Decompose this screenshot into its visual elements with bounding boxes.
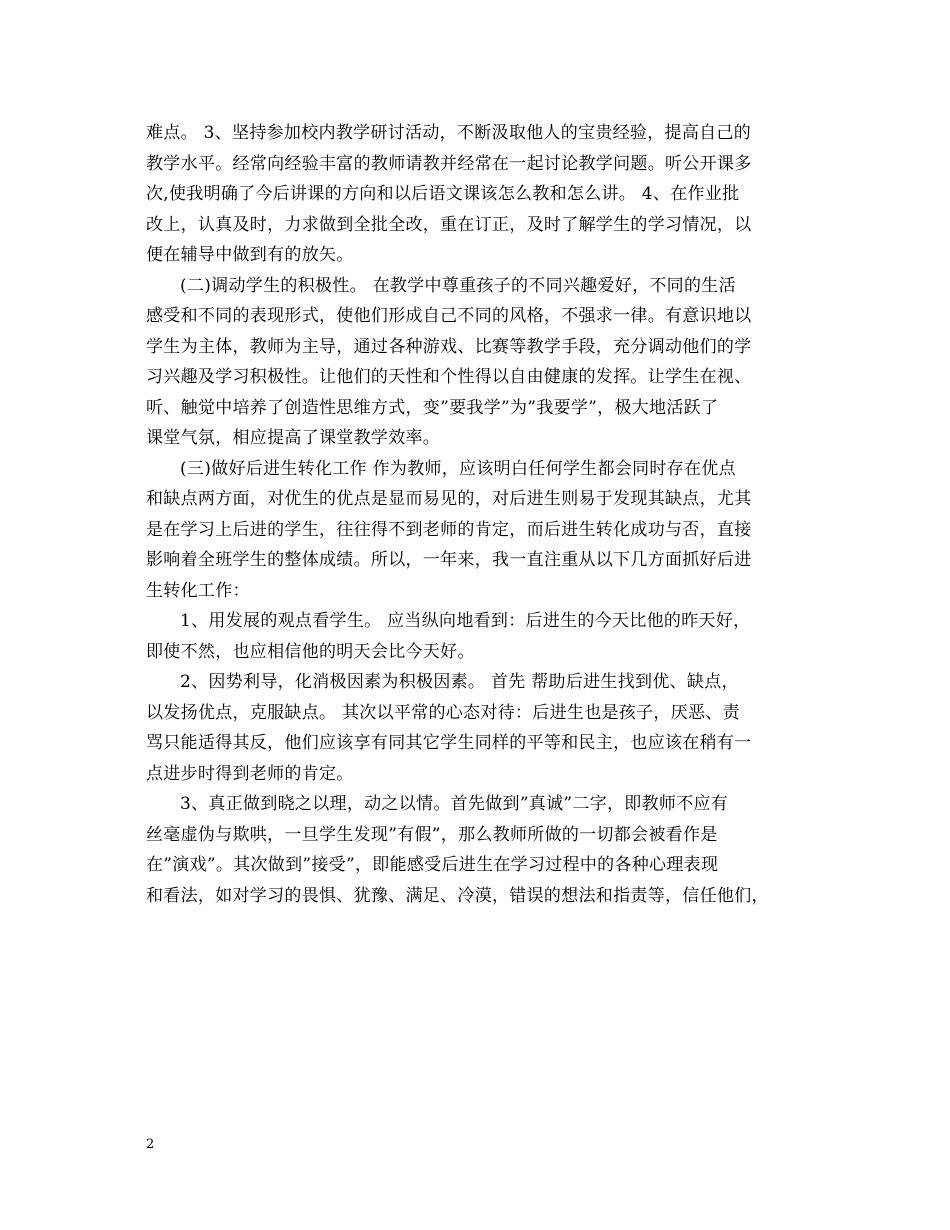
text-line: 便在辅导中做到有的放矢。 (146, 245, 354, 265)
text-line: 难点。 3、坚持参加校内教学研讨活动，不断汲取他人的宝贵经验，提高自己的 (146, 123, 752, 143)
text-line: 教学水平。经常向经验丰富的教师请教并经常在一起讨论教学问题。听公开课多 (146, 153, 752, 174)
text-line: 1、用发展的观点看学生。 应当纵向地看到：后进生的今天比他的昨天好， (180, 611, 751, 631)
text-line: 影响着全班学生的整体成绩。所以，一年来，我一直注重从以下几方面抓好后进 (146, 550, 752, 570)
text-line: 感受和不同的表现形式，使他们形成自己不同的风格，不强求一律。有意识地以 (146, 306, 752, 326)
page-number: 2 (146, 1137, 155, 1152)
text-line: 习兴趣及学习积极性。让他们的天性和个性得以自由健康的发挥。让学生在视、 (146, 367, 752, 387)
text-line: 是在学习上后进的学生，往往得不到老师的肯定，而后进生转化成功与否，直接 (146, 519, 752, 540)
paragraph-2 (146, 271, 810, 454)
text-line: 在”演戏”。其次做到”接受”，即能感受后进生在学习过程中的各种心理表现 (146, 855, 719, 875)
text-line: 生转化工作： (146, 580, 250, 601)
text-line: 骂只能适得其反，他们应该享有同其它学生同样的平等和民主，也应该在稍有一 (146, 733, 752, 753)
paragraph-1 (146, 118, 810, 271)
text-line: 课堂气氛，相应提高了课堂教学效率。 (146, 428, 441, 448)
text-line: 和缺点两方面，对优生的优点是显而易见的，对后进生则易于发现其缺点，尤其 (146, 489, 752, 509)
body-text (146, 118, 810, 911)
paragraph-5 (146, 667, 810, 789)
text-line: 学生为主体，教师为主导，通过各种游戏、比赛等教学手段，充分调动他们的学 (146, 336, 752, 357)
text-line: 次,使我明确了今后讲课的方向和以后语文课该怎么教和怎么讲。 4、在作业批 (146, 184, 740, 204)
text-line: 听、触觉中培养了创造性思维方式，变”要我学”为”我要学”，极大地活跃了 (146, 397, 719, 418)
text-line: (二)调动学生的积极性。 在教学中尊重孩子的不同兴趣爱好，不同的生活 (180, 275, 736, 296)
paragraph-4 (146, 606, 810, 667)
text-line: 2、因势利导，化消极因素为积极因素。 首先 帮助后进生找到优、缺点， (180, 672, 739, 692)
paragraph-3 (146, 454, 810, 607)
text-line: 丝毫虚伪与欺哄，一旦学生发现”有假”，那么教师所做的一切都会被看作是 (146, 824, 718, 845)
text-line: 3、真正做到晓之以理，动之以情。首先做到”真诚”二字，即教师不应有 (180, 794, 729, 814)
paragraph-6 (146, 789, 810, 911)
text-line: 即使不然，也应相信他的明天会比今天好。 (146, 641, 475, 662)
text-line: 改上，认真及时，力求做到全批全改，重在订正，及时了解学生的学习情况，以 (146, 214, 752, 235)
text-line: 以发扬优点，克服缺点。 其次以平常的心态对待：后进生也是孩子，厌恶、责 (146, 702, 740, 723)
text-line: 和看法，如对学习的畏惧、犹豫、满足、冷漠，错误的想法和指责等，信任他们， (146, 885, 769, 906)
text-line: 点进步时得到老师的肯定。 (146, 763, 354, 784)
text-line: (三)做好后进生转化工作 作为教师，应该明白任何学生都会同时存在优点 (180, 458, 736, 479)
